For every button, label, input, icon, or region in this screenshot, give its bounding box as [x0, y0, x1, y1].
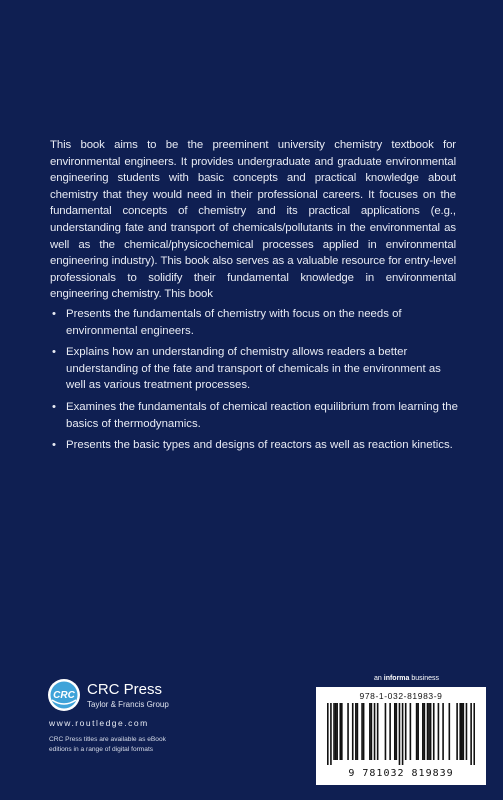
barcode-bar — [456, 703, 458, 760]
barcode-bar — [371, 703, 373, 760]
barcode-bar — [396, 703, 398, 760]
barcode-bar — [410, 703, 412, 760]
bullet-icon: • — [52, 308, 56, 320]
barcode-bar — [438, 703, 440, 760]
barcode-bar — [385, 703, 387, 760]
logo-lettering: CRC — [53, 690, 75, 701]
barcode-bar — [442, 703, 444, 760]
barcode-bar — [461, 703, 463, 760]
barcode-bar — [352, 703, 354, 760]
barcode-bar — [427, 703, 429, 760]
barcode-bar — [339, 703, 341, 760]
barcode-bar — [347, 703, 349, 760]
barcode-bar — [405, 703, 407, 760]
barcode-bar — [428, 703, 430, 760]
isbn-label-bottom: 9 781032 819839 — [348, 768, 454, 779]
barcode-bar — [341, 703, 343, 760]
barcode-bar — [389, 703, 391, 760]
barcode-bar — [363, 703, 365, 760]
feature-item: • Explains how an understanding of chemistry allows readers a better understanding of the fate and transport of chemicals in the environment as well as various treatment processes. — [52, 346, 441, 392]
feature-item: • Presents the basic types and designs of reactors as well as reaction kinetics. — [50, 437, 460, 454]
barcode-bar — [355, 703, 357, 760]
barcode-bar — [433, 703, 435, 760]
bullet-icon: • — [52, 439, 56, 452]
isbn-label-top: 978-1-032-81983-9 — [359, 691, 443, 701]
publisher-logo — [47, 678, 187, 712]
barcode-bar — [336, 703, 338, 760]
feature-item: • Presents the fundamentals of chemistry with focus on the needs of environmental engineers. — [52, 308, 402, 337]
barcode-bar — [430, 703, 432, 760]
barcode-bar — [333, 703, 335, 760]
barcode-bar — [335, 703, 337, 760]
barcode-bar — [402, 703, 404, 765]
publisher-name: CRC Press — [87, 681, 163, 698]
barcode-bar — [459, 703, 461, 760]
barcode-bar — [369, 703, 371, 760]
barcode-bar — [327, 703, 329, 765]
barcode-bar — [357, 703, 359, 760]
book-description: This book aims to be the preeminent university chemistry textbook for environmental engineers. It provides undergraduate and graduate environmental engineering students with basic concepts and practical knowledge about chemistry that they would need in their professional careers. It focuses on the fundamental concepts of chemistry and its practical applications (e.g., understanding fate and transport of chemicals/pollutants in the environmental as well as the chemical/physicochemical processes applied in environmental engineering industry). This book also serves as a valuable resource for entry-level professionals to solidify their fundamental knowledge in environmental engineering chemistry. This book — [50, 139, 456, 301]
barcode-bar — [417, 703, 419, 760]
crc-press-logo-icon — [47, 678, 81, 712]
barcode-bar — [361, 703, 363, 760]
barcode-bar — [424, 703, 426, 760]
ebook-note: CRC Press titles are available as eBook editions in a range of digital formats — [49, 736, 166, 753]
publisher-url: www.routledge.com — [49, 718, 149, 728]
barcode-bar — [330, 703, 332, 765]
isbn-barcode — [316, 687, 486, 785]
barcode-bar — [422, 703, 424, 760]
barcode-bar — [416, 703, 418, 760]
bullet-icon: • — [52, 346, 56, 359]
informa-tagline: an informa business — [374, 675, 440, 682]
barcode-bar — [473, 703, 475, 765]
barcode-bar — [374, 703, 376, 760]
barcode-bar — [377, 703, 379, 760]
feature-list — [50, 306, 460, 459]
barcode-bar — [463, 703, 465, 760]
barcode-bars — [327, 703, 475, 765]
bullet-icon: • — [52, 400, 56, 413]
barcode-bar — [466, 703, 468, 760]
barcode-bar — [449, 703, 451, 760]
barcode-bar — [399, 703, 401, 765]
barcode-bar — [470, 703, 472, 765]
barcode-bar — [394, 703, 396, 760]
publisher-group: Taylor & Francis Group — [87, 700, 169, 709]
feature-item: • Examines the fundamentals of chemical reaction equilibrium from learning the basics of thermodynamics. — [52, 400, 458, 430]
